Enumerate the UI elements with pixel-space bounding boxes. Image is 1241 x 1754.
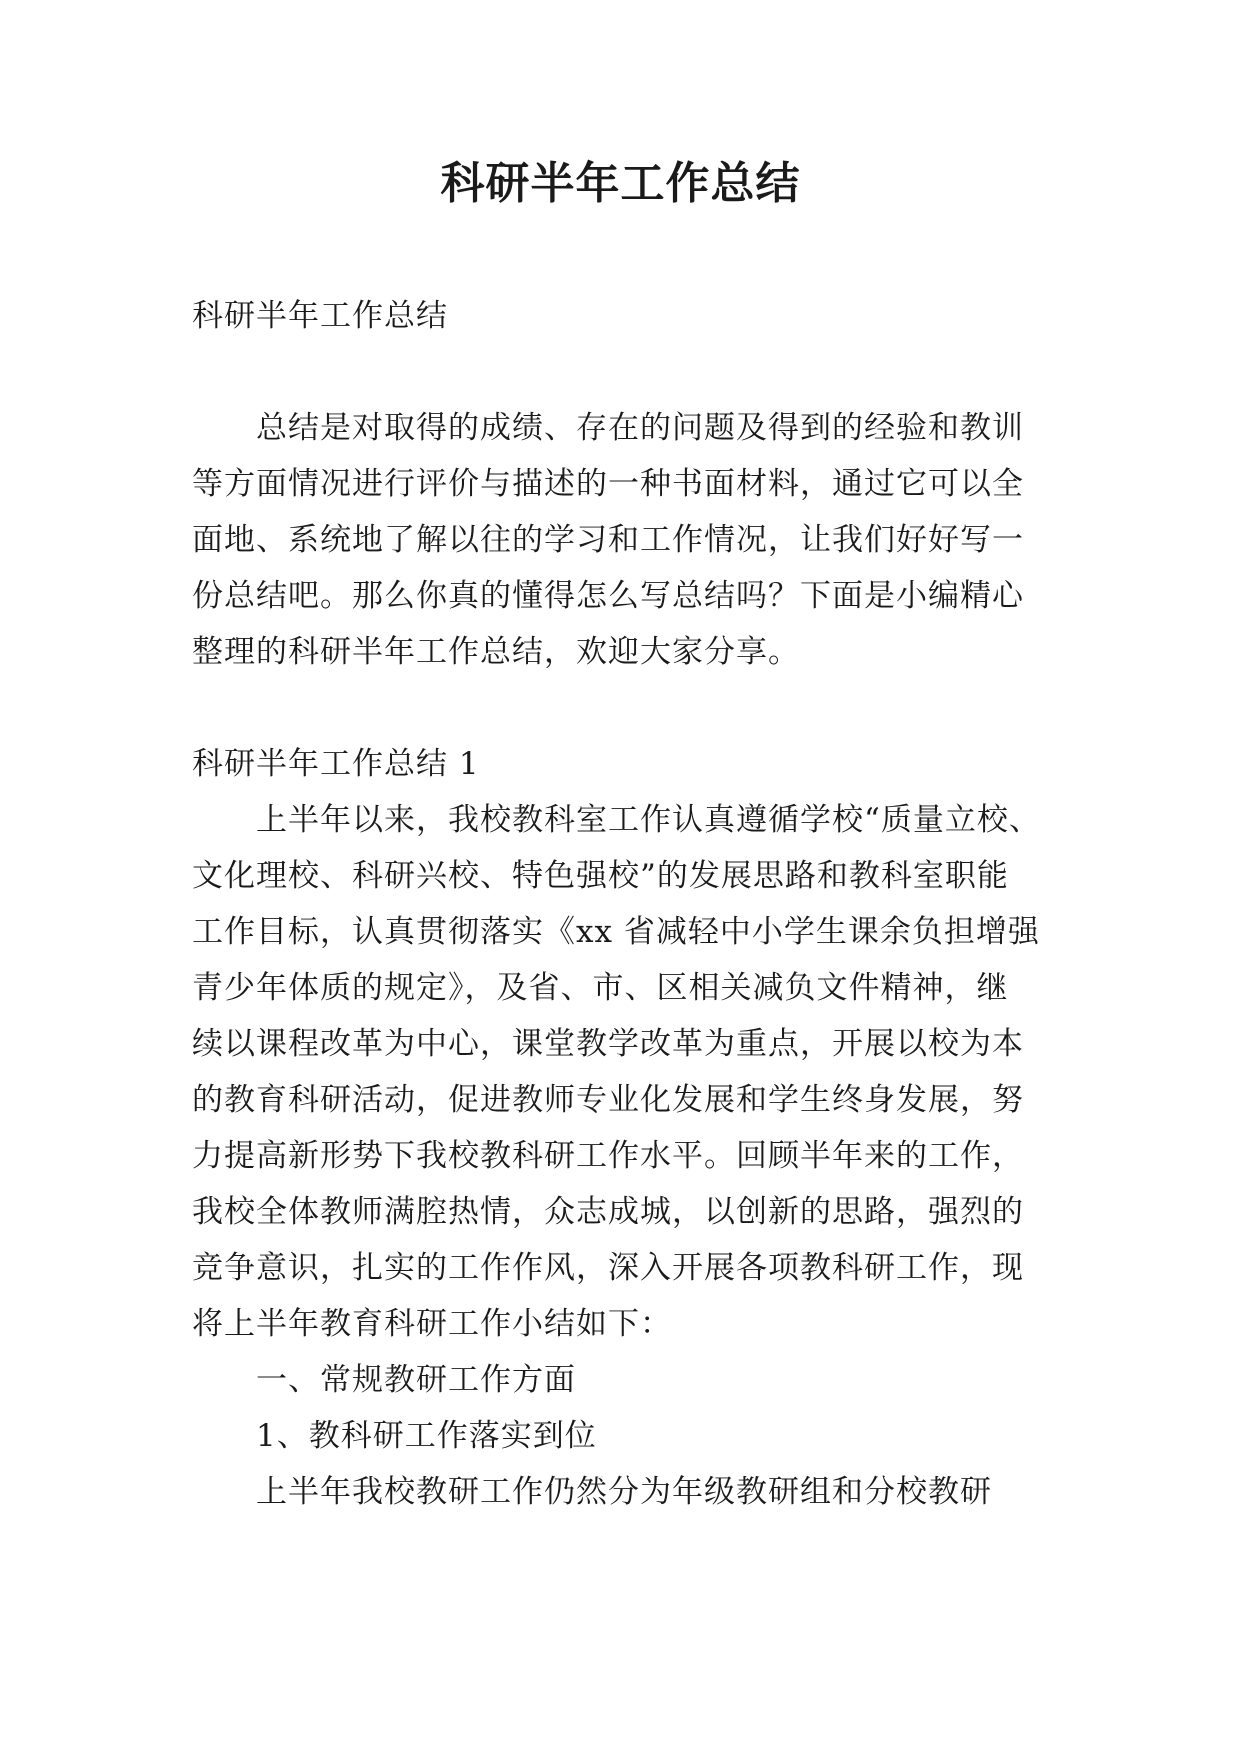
document-subtitle: 科研半年工作总结 — [192, 298, 448, 334]
item-text: 上半年我校教研工作仍然分为年级教研组和分校教研 — [256, 1474, 992, 1510]
section-line: 续以课程改革为中心，课堂教学改革为重点，开展以校为本 — [192, 1026, 1024, 1062]
section-line: 文化理校、科研兴校、特色强校”的发展思路和教科室职能 — [192, 858, 1009, 894]
intro-line: 整理的科研半年工作总结，欢迎大家分享。 — [192, 634, 800, 670]
intro-line: 等方面情况进行评价与描述的一种书面材料，通过它可以全 — [192, 466, 1024, 502]
section-line: 竞争意识，扎实的工作作风，深入开展各项教科研工作，现 — [192, 1250, 1024, 1286]
section-line: 工作目标，认真贯彻落实《xx 省减轻中小学生课余负担增强 — [192, 914, 1040, 950]
section-line: 青少年体质的规定》，及省、市、区相关减负文件精神，继 — [192, 970, 1009, 1006]
section-line: 上半年以来，我校教科室工作认真遵循学校“质量立校、 — [256, 802, 1041, 838]
intro-line: 总结是对取得的成绩、存在的问题及得到的经验和教训 — [256, 410, 1024, 446]
intro-line: 份总结吧。那么你真的懂得怎么写总结吗？下面是小编精心 — [192, 578, 1024, 614]
item-heading: 1、教科研工作落实到位 — [256, 1418, 597, 1454]
section-line: 的教育科研活动，促进教师专业化发展和学生终身发展，努 — [192, 1082, 1024, 1118]
part-heading: 一、常规教研工作方面 — [256, 1362, 576, 1398]
section-line: 力提高新形势下我校教科研工作水平。回顾半年来的工作， — [192, 1138, 1024, 1174]
section-heading: 科研半年工作总结 1 — [192, 746, 480, 782]
section-line: 将上半年教育科研工作小结如下： — [192, 1306, 672, 1342]
document-title: 科研半年工作总结 — [440, 158, 801, 209]
section-line: 我校全体教师满腔热情，众志成城，以创新的思路，强烈的 — [192, 1194, 1024, 1230]
intro-line: 面地、系统地了解以往的学习和工作情况，让我们好好写一 — [192, 522, 1024, 558]
